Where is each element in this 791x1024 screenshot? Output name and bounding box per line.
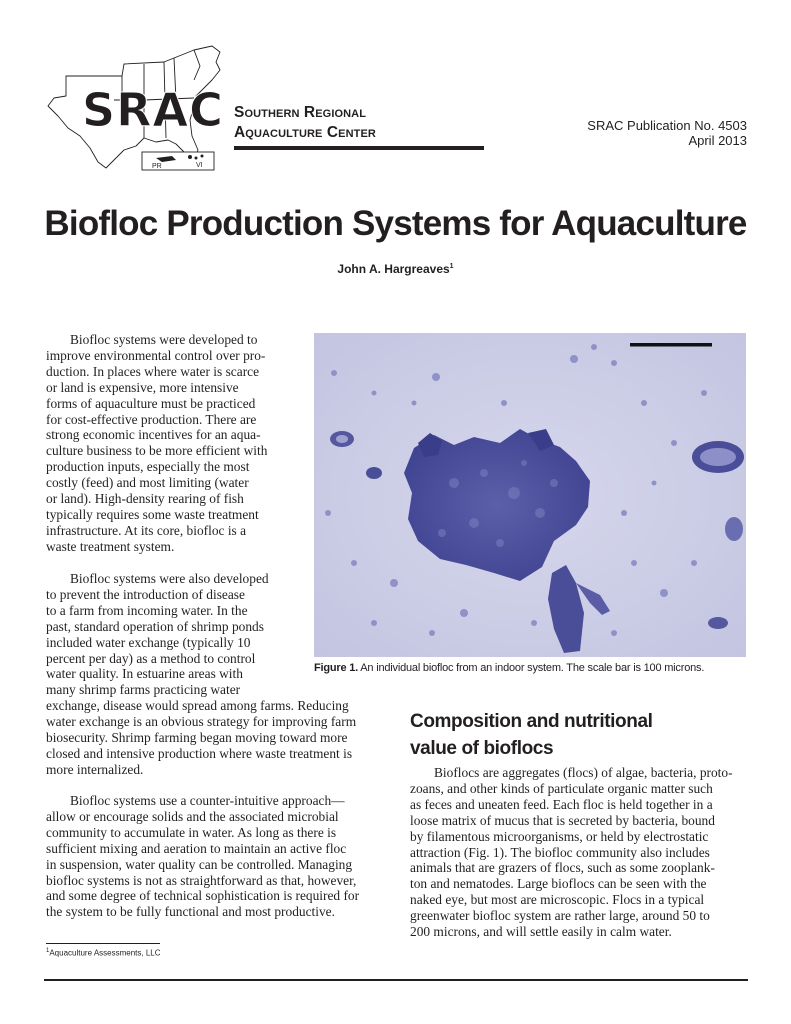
text-line: water quality. In estuarine areas with — [46, 666, 243, 682]
author-footnote-mark: 1 — [449, 263, 454, 270]
text-line: Biofloc systems were developed to — [70, 332, 258, 347]
text-line: sufficient mixing and aeration to maintain an active floc — [46, 840, 347, 856]
document-title: Biofloc Production Systems for Aquaculture — [44, 204, 747, 243]
text-line: to prevent the introduction of disease — [46, 586, 245, 602]
map-label-pr: PR — [152, 163, 162, 170]
text-line: as feces and uneaten feed. Each floc is held together in a — [410, 796, 713, 812]
header-rule — [234, 146, 484, 150]
publication-number: SRAC Publication No. 4503 — [587, 118, 747, 133]
figure-caption — [314, 661, 754, 675]
text-line: biofloc systems is not as straightforward as that, however, — [46, 872, 357, 888]
text-line: production inputs, especially the most — [46, 459, 250, 475]
figure-caption-text: An individual biofloc from an indoor system. The scale bar is 100 microns. — [358, 662, 705, 674]
text-line: and some degree of technical sophistication is required for — [46, 888, 360, 904]
author-line — [0, 262, 791, 276]
center-name — [234, 103, 376, 143]
text-line: culture business to be more efficient with — [46, 443, 268, 459]
text-line: Biofloc systems use a counter-intuitive approach— — [70, 793, 345, 808]
text-line: Biofloc systems were also developed — [70, 571, 269, 586]
text-line: duction. In places where water is scarce — [46, 363, 260, 379]
text-line: by filamentous microorganisms, or held by electrostatic — [410, 828, 709, 844]
srac-logo-text: SRAC — [82, 83, 224, 137]
text-line: included water exchange (typically 10 — [46, 634, 251, 650]
publication-info — [587, 118, 747, 148]
text-line: 200 microns, and will settle easily in calm water. — [410, 924, 672, 940]
text-line: for cost-effective production. There are — [46, 411, 257, 427]
text-line: past, standard operation of shrimp ponds — [46, 618, 264, 634]
footnote — [46, 948, 161, 958]
author-name: John A. Hargreaves — [337, 262, 450, 276]
publication-date: April 2013 — [688, 133, 747, 148]
text-line: waste treatment system. — [46, 538, 175, 554]
text-line: attraction (Fig. 1). The biofloc community also includes — [410, 844, 710, 860]
footnote-text: Aquaculture Assessments, LLC — [49, 948, 161, 958]
text-line: Bioflocs are aggregates (flocs) of algae, bacteria, proto- — [434, 765, 733, 780]
center-name-line2: Aquaculture Center — [234, 124, 376, 141]
footnote-mark: 1 — [46, 948, 50, 954]
text-line: more internalized. — [46, 761, 144, 777]
text-line: loose matrix of mucus that is secreted by bacteria, bound — [410, 812, 715, 828]
text-line: in suspension, water quality can be controlled. Managing — [46, 856, 353, 872]
paragraph-3 — [46, 793, 359, 920]
text-line: zoans, and other kinds of particulate organic matter such — [410, 780, 713, 796]
text-line: to a farm from incoming water. In the — [46, 602, 248, 618]
text-line: forms of aquaculture must be practiced — [46, 395, 256, 411]
paragraph-1 — [46, 332, 267, 555]
center-name-line1: Southern Regional — [234, 104, 367, 121]
section-heading-line1: Composition and nutritional — [410, 711, 653, 732]
paragraph-4 — [410, 765, 733, 940]
text-line: many shrimp farms practicing water — [46, 682, 241, 698]
text-line: strong economic incentives for an aqua- — [46, 427, 261, 443]
text-line: water exchange is an obvious strategy for improving farm — [46, 714, 357, 730]
text-line: biosecurity. Shrimp farming began moving toward more — [46, 730, 348, 746]
text-line: animals that are grazers of flocs, such as some zooplank- — [410, 860, 715, 876]
text-line: community to accumulate in water. As long as there is — [46, 824, 337, 840]
text-line: typically requires some waste treatment — [46, 506, 259, 522]
text-line: infrastructure. At its core, biofloc is a — [46, 522, 247, 538]
section-heading-line2: value of bioflocs — [410, 738, 554, 759]
page-bottom-rule — [44, 979, 748, 981]
footnote-rule — [46, 943, 160, 944]
text-line: ton and nematodes. Large bioflocs can be seen with the — [410, 876, 707, 892]
figure-label: Figure 1. — [314, 662, 359, 674]
map-label-vi: VI — [196, 162, 203, 169]
text-line: exchange, disease would spread among farms. Reducing — [46, 698, 349, 714]
text-line: allow or encourage solids and the associated microbial — [46, 808, 339, 824]
text-line: greenwater biofloc system are rather large, around 50 to — [410, 908, 710, 924]
paragraph-2 — [46, 571, 359, 778]
text-line: or land). High-density rearing of fish — [46, 491, 244, 507]
section-heading — [410, 708, 653, 762]
text-line: or land is expensive, more intensive — [46, 379, 239, 395]
text-line: improve environmental control over pro- — [46, 347, 266, 363]
text-line: percent per day) as a method to control — [46, 650, 256, 666]
text-line: naked eye, but most are microscopic. Flocs in a typical — [410, 892, 705, 908]
text-line: closed and intensive production where waste treatment is — [46, 745, 353, 761]
scale-bar — [630, 343, 712, 347]
text-line: costly (feed) and most limiting (water — [46, 475, 249, 491]
biofloc-micrograph — [314, 333, 746, 657]
text-line: the system to be fully functional and most productive. — [46, 904, 335, 920]
